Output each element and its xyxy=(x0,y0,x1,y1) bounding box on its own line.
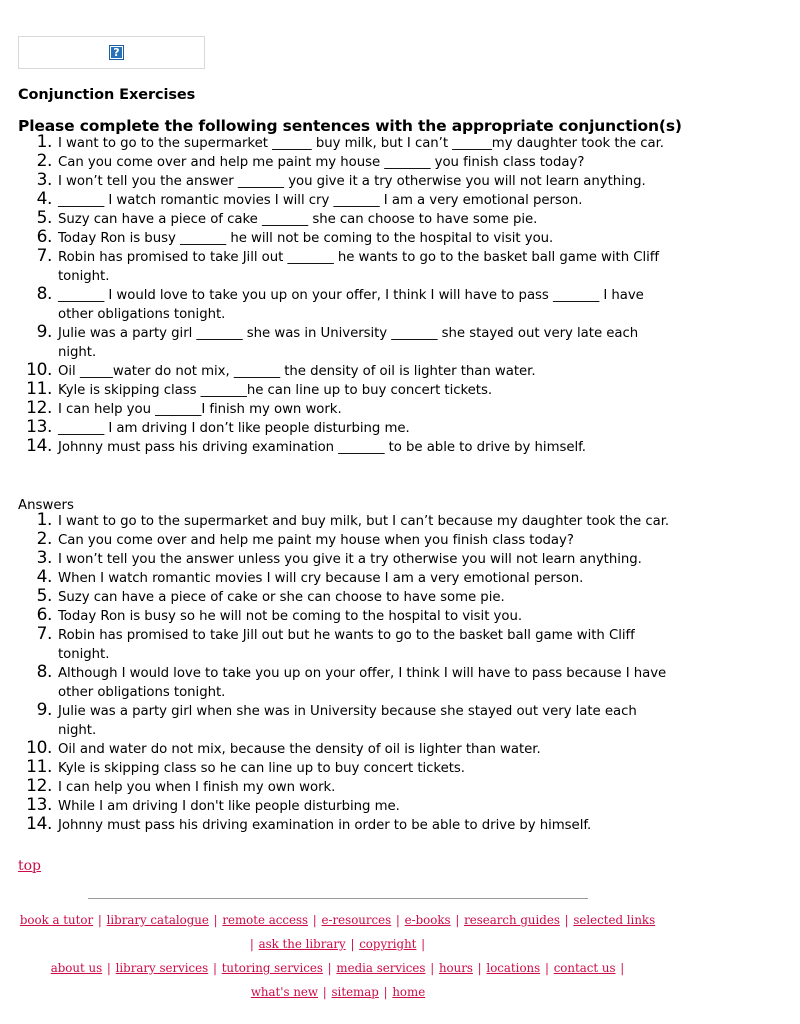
exercise-number: 8. xyxy=(36,284,52,304)
top-link[interactable]: top xyxy=(18,858,42,874)
answer-text: Robin has promised to take Jill out but he wants to go to the basket ball game with Cliff tonight. xyxy=(58,628,635,662)
footer-primary-link[interactable]: remote access xyxy=(222,913,309,927)
exercise-item xyxy=(18,191,678,210)
exercise-text: I won’t tell you the answer _______ you give it a try otherwise you will not learn anything. xyxy=(58,174,646,189)
footer-separator: | xyxy=(426,961,438,975)
footer-separator: | xyxy=(541,961,553,975)
answer-item xyxy=(18,626,678,664)
exercise-number: 11. xyxy=(26,379,52,399)
answer-item xyxy=(18,550,678,569)
broken-image-icon: ? xyxy=(109,45,124,60)
footer-navigation xyxy=(18,908,658,1004)
exercise-number: 12. xyxy=(26,398,52,418)
exercise-text: Kyle is skipping class _______he can line up to buy concert tickets. xyxy=(58,383,493,398)
exercise-item xyxy=(18,381,678,400)
page-title: Conjunction Exercises xyxy=(18,87,196,103)
answer-text: Although I would love to take you up on your offer, I think I will have to pass because I have other obligations tonight. xyxy=(58,666,667,700)
answer-list xyxy=(18,512,678,835)
exercise-number: 9. xyxy=(36,322,52,342)
footer-secondary-link[interactable]: contact us xyxy=(553,961,616,975)
answer-text: I won’t tell you the answer unless you give it a try otherwise you will not learn anything. xyxy=(58,552,642,567)
footer-separator: | xyxy=(346,937,359,951)
answer-item xyxy=(18,778,678,797)
exercise-text: Johnny must pass his driving examination _______ to be able to drive by himself. xyxy=(58,440,586,455)
footer-row-primary xyxy=(18,908,658,956)
exercise-number: 7. xyxy=(36,246,52,266)
footer-separator: | xyxy=(249,937,258,951)
exercise-number: 3. xyxy=(36,170,52,190)
footer-secondary-link[interactable]: media services xyxy=(336,961,426,975)
exercise-item xyxy=(18,248,678,286)
exercise-text: Suzy can have a piece of cake _______ she can choose to have some pie. xyxy=(58,212,538,227)
exercise-text: Robin has promised to take Jill out _______ he wants to go to the basket ball game with Cliff tonight. xyxy=(58,250,660,284)
answer-number: 14. xyxy=(26,814,52,834)
answer-text: Suzy can have a piece of cake or she can choose to have some pie. xyxy=(58,590,505,605)
exercise-text: I want to go to the supermarket ______ buy milk, but I can’t ______my daughter took the car. xyxy=(58,136,664,151)
answer-number: 11. xyxy=(26,757,52,777)
answer-number: 9. xyxy=(36,700,52,720)
footer-divider xyxy=(88,898,588,899)
exercise-text: _______ I watch romantic movies I will cry _______ I am a very emotional person. xyxy=(58,193,583,208)
exercise-item xyxy=(18,153,678,172)
exercise-number: 5. xyxy=(36,208,52,228)
answer-text: Oil and water do not mix, because the density of oil is lighter than water. xyxy=(58,742,541,757)
footer-primary-link[interactable]: e-books xyxy=(404,913,451,927)
exercise-item xyxy=(18,438,678,457)
footer-secondary-link[interactable]: sitemap xyxy=(331,985,379,999)
instruction-heading: Please complete the following sentences with the appropriate conjunction(s) xyxy=(18,117,682,135)
exercise-text: I can help you _______I finish my own work. xyxy=(58,402,342,417)
footer-primary-link[interactable]: research guides xyxy=(464,913,560,927)
footer-secondary-link[interactable]: tutoring services xyxy=(221,961,323,975)
footer-row-secondary xyxy=(18,956,658,1004)
footer-primary-link[interactable]: selected links xyxy=(573,913,656,927)
exercise-item xyxy=(18,286,678,324)
exercise-text: Today Ron is busy _______ he will not be coming to the hospital to visit you. xyxy=(58,231,554,246)
answer-number: 6. xyxy=(36,605,52,625)
footer-secondary-link[interactable]: what's new xyxy=(250,985,319,999)
answer-text: Can you come over and help me paint my house when you finish class today? xyxy=(58,533,574,548)
footer-separator: | xyxy=(616,961,625,975)
answer-item xyxy=(18,512,678,531)
footer-secondary-link[interactable]: hours xyxy=(438,961,473,975)
footer-secondary-link[interactable]: library services xyxy=(115,961,209,975)
footer-primary-link[interactable]: library catalogue xyxy=(106,913,209,927)
answer-number: 1. xyxy=(36,510,52,530)
exercise-number: 6. xyxy=(36,227,52,247)
footer-separator: | xyxy=(209,913,222,927)
answer-item xyxy=(18,797,678,816)
footer-separator: | xyxy=(417,937,426,951)
footer-primary-link[interactable]: e-resources xyxy=(321,913,392,927)
answer-item xyxy=(18,740,678,759)
answers-label: Answers xyxy=(18,498,74,513)
answer-item xyxy=(18,569,678,588)
footer-secondary-link[interactable]: about us xyxy=(50,961,103,975)
banner-image-box xyxy=(18,36,205,69)
exercise-number: 13. xyxy=(26,417,52,437)
answer-item xyxy=(18,702,678,740)
exercise-text: Oil _____water do not mix, _______ the density of oil is lighter than water. xyxy=(58,364,536,379)
exercise-item xyxy=(18,400,678,419)
answer-number: 13. xyxy=(26,795,52,815)
exercise-item xyxy=(18,419,678,438)
footer-separator: | xyxy=(319,985,331,999)
answer-text: Kyle is skipping class so he can line up to buy concert tickets. xyxy=(58,761,465,776)
answer-item xyxy=(18,816,678,835)
answer-number: 2. xyxy=(36,529,52,549)
answer-text: I can help you when I finish my own work. xyxy=(58,780,336,795)
answer-text: When I watch romantic movies I will cry because I am a very emotional person. xyxy=(58,571,584,586)
answer-text: Today Ron is busy so he will not be coming to the hospital to visit you. xyxy=(58,609,522,624)
exercise-text: _______ I am driving I don’t like people disturbing me. xyxy=(58,421,410,436)
exercise-item xyxy=(18,210,678,229)
exercise-number: 10. xyxy=(26,360,52,380)
footer-separator: | xyxy=(209,961,221,975)
exercise-list xyxy=(18,134,678,457)
footer-separator: | xyxy=(309,913,321,927)
footer-primary-link[interactable]: copyright xyxy=(359,937,417,951)
answer-number: 4. xyxy=(36,567,52,587)
exercise-item xyxy=(18,324,678,362)
exercise-text: Can you come over and help me paint my house _______ you finish class today? xyxy=(58,155,585,170)
answer-text: While I am driving I don't like people disturbing me. xyxy=(58,799,400,814)
answer-text: I want to go to the supermarket and buy milk, but I can’t because my daughter took the car. xyxy=(58,514,670,529)
exercise-number: 14. xyxy=(26,436,52,456)
footer-separator: | xyxy=(392,913,404,927)
footer-separator: | xyxy=(379,985,392,999)
answer-item xyxy=(18,531,678,550)
answer-number: 3. xyxy=(36,548,52,568)
answer-number: 8. xyxy=(36,662,52,682)
footer-separator: | xyxy=(323,961,336,975)
exercise-item xyxy=(18,134,678,153)
answer-text: Johnny must pass his driving examination in order to be able to drive by himself. xyxy=(58,818,592,833)
footer-secondary-link[interactable]: home xyxy=(392,985,426,999)
answer-item xyxy=(18,588,678,607)
exercise-number: 2. xyxy=(36,151,52,171)
footer-primary-link[interactable]: book a tutor xyxy=(19,913,94,927)
footer-secondary-link[interactable]: locations xyxy=(486,961,541,975)
footer-separator: | xyxy=(560,913,573,927)
answer-number: 12. xyxy=(26,776,52,796)
answer-text: Julie was a party girl when she was in University because she stayed out very late each night. xyxy=(58,704,637,738)
answer-number: 5. xyxy=(36,586,52,606)
exercise-item xyxy=(18,172,678,191)
answer-number: 10. xyxy=(26,738,52,758)
exercise-text: _______ I would love to take you up on your offer, I think I will have to pass _______ I have other obligations tonight. xyxy=(58,288,644,322)
footer-separator: | xyxy=(94,913,106,927)
footer-separator: | xyxy=(103,961,115,975)
answer-item xyxy=(18,759,678,778)
footer-separator: | xyxy=(473,961,486,975)
answer-item xyxy=(18,607,678,626)
exercise-number: 1. xyxy=(36,132,52,152)
answer-item xyxy=(18,664,678,702)
exercise-item xyxy=(18,229,678,248)
footer-separator: | xyxy=(451,913,464,927)
answer-number: 7. xyxy=(36,624,52,644)
footer-primary-link[interactable]: ask the library xyxy=(258,937,346,951)
exercise-item xyxy=(18,362,678,381)
exercise-number: 4. xyxy=(36,189,52,209)
exercise-text: Julie was a party girl _______ she was in University _______ she stayed out very late each night. xyxy=(58,326,639,360)
